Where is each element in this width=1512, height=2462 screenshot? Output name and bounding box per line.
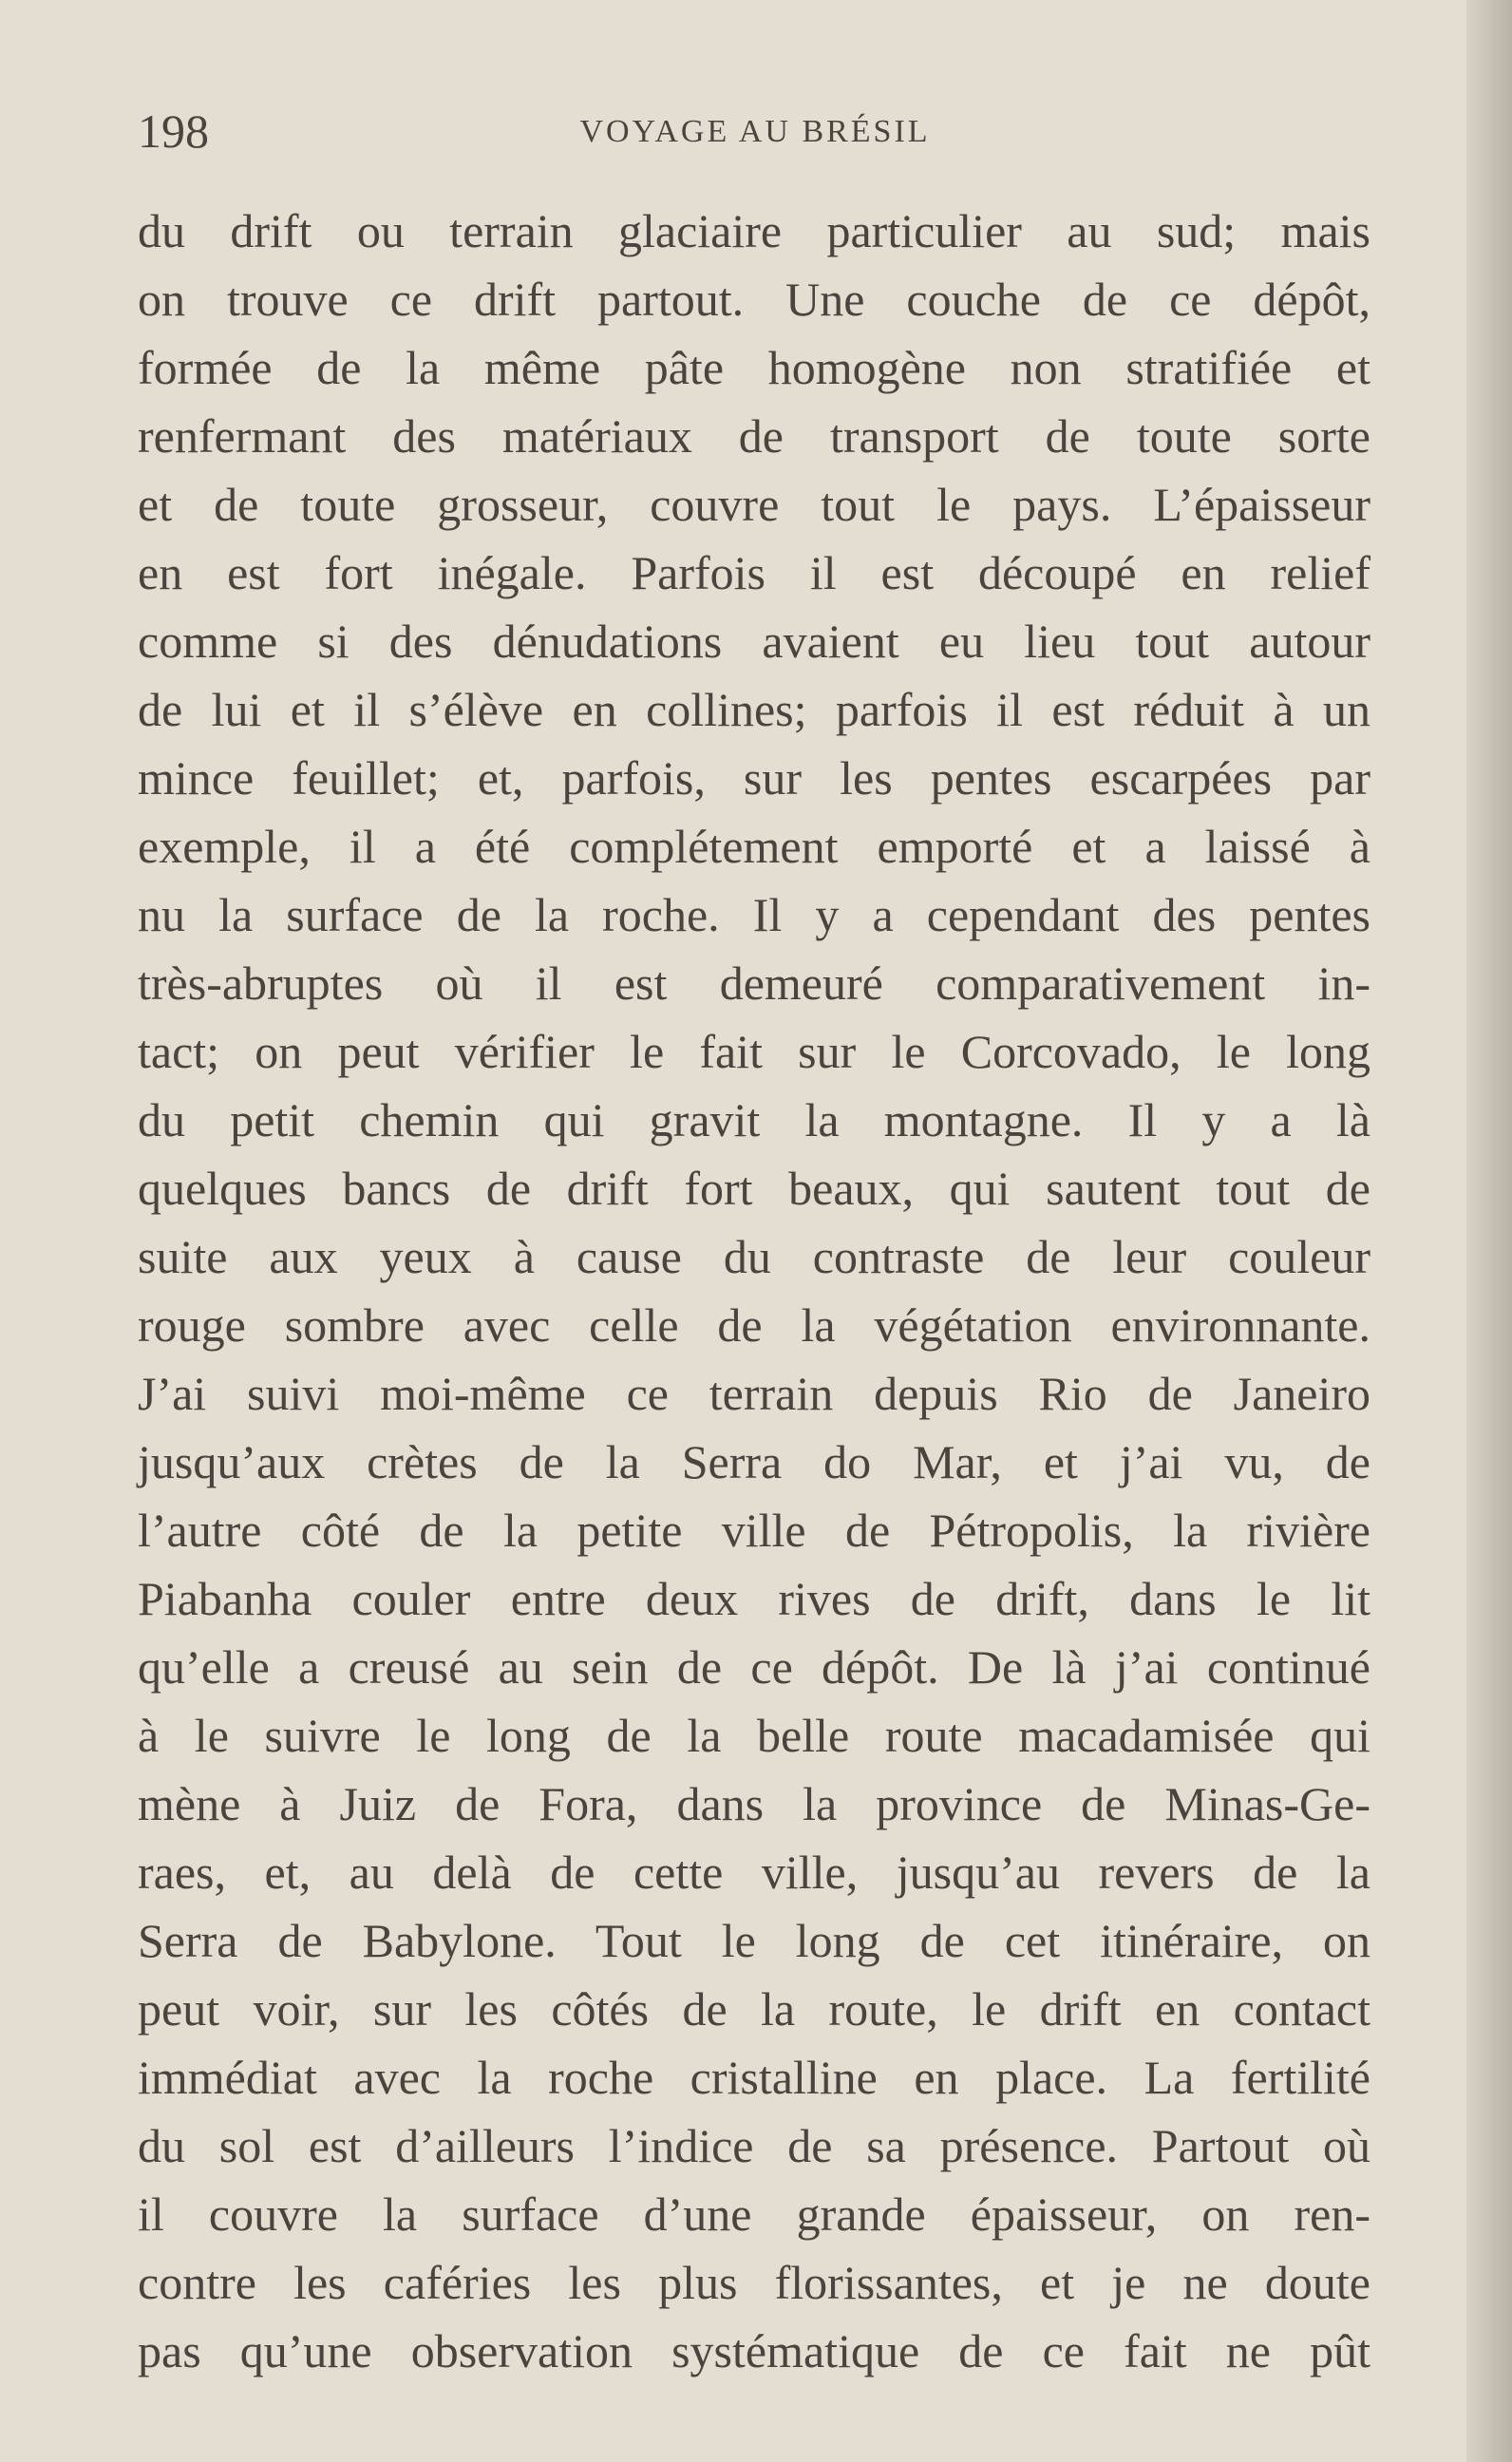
text-line: du sol est d’ailleurs l’indice de sa présence. Partout où [138, 2119, 1370, 2172]
body-text [138, 197, 1370, 2385]
text-line: l’autre côté de la petite ville de Pétropolis, la rivière [138, 1504, 1370, 1557]
text-line: et de toute grosseur, couvre tout le pays. L’épaisseur [138, 478, 1370, 531]
text-line: jusqu’aux crètes de la Serra do Mar, et j’ai vu, de [138, 1435, 1370, 1488]
text-line: Serra de Babylone. Tout le long de cet itinéraire, on [138, 1914, 1370, 1967]
text-line: du petit chemin qui gravit la montagne. Il y a là [138, 1093, 1370, 1146]
text-line: à le suivre le long de la belle route macadamisée qui [138, 1709, 1370, 1762]
text-line: nu la surface de la roche. Il y a cependant des pentes [138, 888, 1370, 941]
text-line: raes, et, au delà de cette ville, jusqu’au revers de la [138, 1846, 1370, 1899]
running-title: VOYAGE AU BRÉSIL [579, 114, 931, 149]
text-line: il couvre la surface d’une grande épaisseur, on ren- [138, 2187, 1370, 2241]
text-line: très-abruptes où il est demeuré comparativement in- [138, 956, 1370, 1010]
page-header [138, 103, 1372, 160]
text-line: tact; on peut vérifier le fait sur le Corcovado, le long [138, 1025, 1370, 1078]
text-line: de lui et il s’élève en collines; parfois il est réduit à un [138, 683, 1370, 736]
text-line: J’ai suivi moi-même ce terrain depuis Rio de Janeiro [138, 1367, 1370, 1420]
text-line: immédiat avec la roche cristalline en place. La fertilité [138, 2051, 1370, 2104]
text-line: qu’elle a creusé au sein de ce dépôt. De là j’ai continué [138, 1640, 1370, 1694]
text-line: peut voir, sur les côtés de la route, le drift en contact [138, 1982, 1370, 2036]
text-line: en est fort inégale. Parfois il est découpé en relief [138, 546, 1370, 599]
text-line: du drift ou terrain glaciaire particulier au sud; mais [138, 204, 1370, 257]
text-line: rouge sombre avec celle de la végétation environnante. [138, 1298, 1370, 1352]
text-line: mène à Juiz de Fora, dans la province de Minas-Ge- [138, 1777, 1370, 1830]
text-line: suite aux yeux à cause du contraste de leur couleur [138, 1230, 1370, 1283]
page-edge-shadow [1466, 0, 1512, 2462]
text-line: quelques bancs de drift fort beaux, qui sautent tout de [138, 1162, 1370, 1215]
text-line: exemple, il a été complétement emporté et a laissé à [138, 820, 1370, 873]
text-line: Piabanha couler entre deux rives de drift, dans le lit [138, 1572, 1370, 1625]
text-line: comme si des dénudations avaient eu lieu tout autour [138, 615, 1370, 668]
text-line: pas qu’une observation systématique de ce fait ne pût [138, 2324, 1370, 2377]
text-line: on trouve ce drift partout. Une couche de ce dépôt, [138, 273, 1370, 326]
text-line: renfermant des matériaux de transport de toute sorte [138, 409, 1370, 463]
page-number: 198 [138, 104, 209, 158]
text-line: mince feuillet; et, parfois, sur les pentes escarpées par [138, 751, 1370, 805]
text-line: contre les caféries les plus florissantes, et je ne doute [138, 2256, 1370, 2309]
text-line: formée de la même pâte homogène non stratifiée et [138, 341, 1370, 394]
